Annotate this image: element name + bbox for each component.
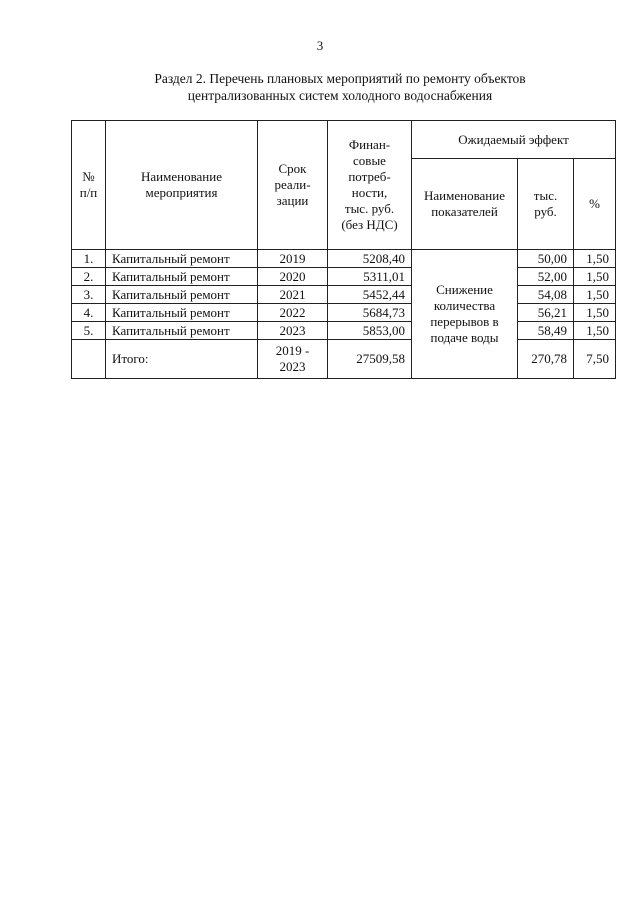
table-row — [72, 286, 616, 304]
row-finance: 5684,73 — [328, 304, 412, 322]
row-measure-name: Капитальный ремонт — [106, 322, 258, 340]
effect-indicator-line-1: Снижение — [436, 282, 493, 297]
row-effect-pct: 1,50 — [574, 286, 616, 304]
total-effect-rub: 270,78 — [518, 340, 574, 379]
header-row-top — [72, 121, 616, 159]
header-percent: % — [574, 159, 616, 250]
row-measure-name: Капитальный ремонт — [106, 304, 258, 322]
row-effect-rub: 52,00 — [518, 268, 574, 286]
header-finance-line-5: тыс. руб. — [344, 201, 395, 216]
header-period-line-3: зации — [276, 193, 309, 208]
header-name-line-2: мероприятия — [145, 185, 218, 200]
total-period-line-1: 2019 - — [275, 343, 310, 358]
effect-indicator-line-4: подаче воды — [430, 330, 499, 345]
header-period-line-1: Срок — [278, 161, 307, 176]
row-year: 2019 — [258, 250, 328, 268]
header-period-line-2: реали- — [274, 177, 311, 192]
section-title — [60, 70, 620, 104]
row-year: 2021 — [258, 286, 328, 304]
effect-indicator-cell — [412, 250, 518, 379]
header-thousand-rub-line-2: руб. — [534, 204, 557, 219]
row-year: 2020 — [258, 268, 328, 286]
row-index: 4. — [72, 304, 106, 322]
row-effect-pct: 1,50 — [574, 322, 616, 340]
table-row — [72, 322, 616, 340]
title-line-2: централизованных систем холодного водоснабжения — [187, 88, 493, 103]
total-period — [258, 340, 328, 379]
table-row — [72, 250, 616, 268]
row-finance: 5853,00 — [328, 322, 412, 340]
row-index: 3. — [72, 286, 106, 304]
header-finance-line-2: совые — [353, 153, 386, 168]
row-measure-name: Капитальный ремонт — [106, 268, 258, 286]
row-index: 1. — [72, 250, 106, 268]
title-line-1: Раздел 2. Перечень плановых мероприятий по ремонту объектов — [154, 71, 526, 86]
header-thousand-rub-line-1: тыс. — [533, 188, 558, 203]
row-effect-pct: 1,50 — [574, 304, 616, 322]
total-label: Итого: — [106, 340, 258, 379]
row-finance: 5452,44 — [328, 286, 412, 304]
header-name-line-1: Наименование — [141, 169, 222, 184]
effect-indicator-line-2: количества — [433, 298, 496, 313]
row-effect-rub: 58,49 — [518, 322, 574, 340]
total-row — [72, 340, 616, 379]
header-name — [106, 121, 258, 250]
table-row — [72, 304, 616, 322]
header-finance-line-3: потреб- — [348, 169, 391, 184]
header-period — [258, 121, 328, 250]
row-effect-rub: 54,08 — [518, 286, 574, 304]
row-finance: 5208,40 — [328, 250, 412, 268]
total-index — [72, 340, 106, 379]
header-finance-line-6: (без НДС) — [341, 217, 398, 232]
row-finance: 5311,01 — [328, 268, 412, 286]
header-indicator-line-2: показателей — [431, 204, 498, 219]
row-index: 5. — [72, 322, 106, 340]
total-finance: 27509,58 — [328, 340, 412, 379]
total-period-line-2: 2023 — [279, 359, 306, 374]
header-effect: Ожидаемый эффект — [412, 121, 616, 159]
effect-indicator-line-3: перерывов в — [430, 314, 499, 329]
row-year: 2022 — [258, 304, 328, 322]
header-num — [72, 121, 106, 250]
header-finance — [328, 121, 412, 250]
header-num-line-1: № — [82, 169, 95, 184]
row-effect-pct: 1,50 — [574, 268, 616, 286]
row-index: 2. — [72, 268, 106, 286]
row-effect-rub: 56,21 — [518, 304, 574, 322]
header-finance-line-1: Финан- — [348, 137, 391, 152]
header-finance-line-4: ности, — [351, 185, 388, 200]
total-effect-pct: 7,50 — [574, 340, 616, 379]
row-effect-rub: 50,00 — [518, 250, 574, 268]
table-row — [72, 268, 616, 286]
row-year: 2023 — [258, 322, 328, 340]
header-thousand-rub — [518, 159, 574, 250]
header-indicator — [412, 159, 518, 250]
header-num-line-2: п/п — [79, 185, 98, 200]
measures-table — [71, 120, 616, 379]
row-effect-pct: 1,50 — [574, 250, 616, 268]
header-indicator-line-1: Наименование — [424, 188, 505, 203]
row-measure-name: Капитальный ремонт — [106, 250, 258, 268]
row-measure-name: Капитальный ремонт — [106, 286, 258, 304]
page-number: 3 — [316, 38, 324, 53]
